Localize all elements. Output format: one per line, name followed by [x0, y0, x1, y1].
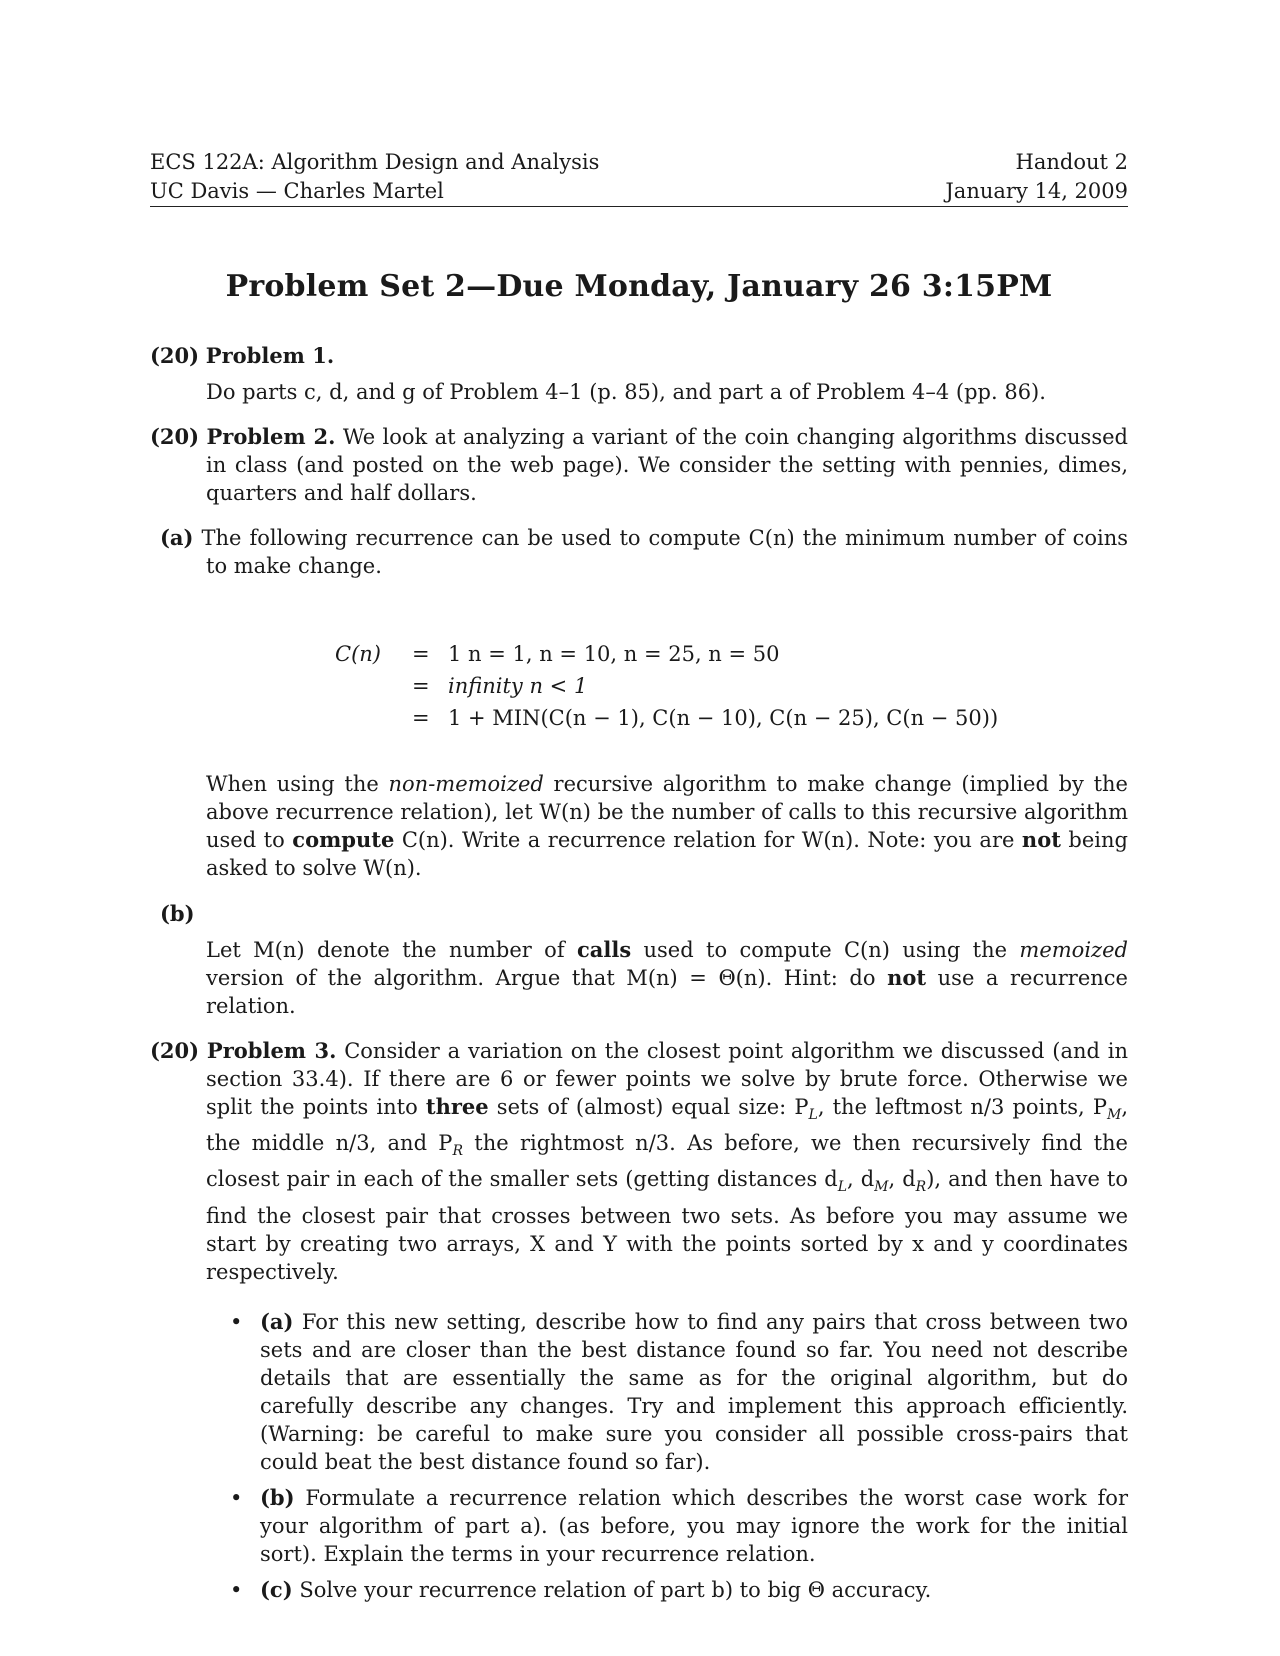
bullet-label: (c) — [260, 1576, 293, 1602]
problem-3-text: the rightmost n/3. As before, we then recursively find the closest pair in each of the smaller sets (getting distances d — [206, 1131, 1128, 1192]
problem-3-text: sets of (almost) equal size: P — [496, 1095, 809, 1119]
equals-sign: = — [412, 674, 430, 698]
part-a-q-text: C(n). Write a recurrence relation for W(n). Note: you are — [401, 828, 1015, 852]
page-header — [150, 148, 1128, 207]
problem-1-label: Problem 1. — [205, 343, 335, 368]
part-b-text — [206, 936, 1128, 1020]
subscript-r: R — [452, 1143, 463, 1160]
subscript-l: L — [808, 1107, 818, 1124]
problem-3-text: , the leftmost n/3 points, P — [817, 1095, 1107, 1119]
subscript-m: M — [1106, 1107, 1122, 1124]
calls-bold: calls — [576, 937, 632, 962]
bullet-icon: • — [230, 1309, 243, 1334]
problem-2-part-a — [150, 524, 1128, 580]
subscript-l: L — [837, 1179, 848, 1196]
problem-3-block — [150, 1037, 1128, 1286]
recurrence-case-1: 1 n = 1, n = 10, n = 25, n = 50 — [448, 642, 780, 666]
handout-number: Handout 2 — [1015, 150, 1128, 174]
equals-sign: = — [412, 706, 430, 730]
part-b-label-row — [150, 900, 1128, 928]
header-left — [150, 148, 599, 206]
problem-2-intro-block — [150, 423, 1128, 507]
course-author: UC Davis — Charles Martel — [150, 179, 444, 203]
part-a-q-text: recursive algorithm to make change (implied by the above recurrence relation), let W(n) be the number of calls to this recursive algorithm used to — [206, 772, 1128, 852]
subscript-r: R — [915, 1179, 927, 1196]
problem-3-text: Consider a variation on the closest point algorithm we discussed (and in section 33.4). If there are 6 or fewer points we solve by brute force. Otherwise we split the points into — [206, 1039, 1128, 1119]
header-right — [945, 148, 1128, 206]
not-bold: not — [1021, 827, 1061, 852]
page-title: Problem Set 2—Due Monday, January 26 3:15PM — [225, 269, 1053, 304]
list-item — [150, 1484, 1128, 1568]
subscript-m: M — [874, 1179, 889, 1196]
handout-date: January 14, 2009 — [945, 179, 1128, 203]
part-b-t: version of the algorithm. Argue that M(n) = Θ(n). Hint: do — [206, 966, 876, 990]
problem-3-text: , the middle n/3, and P — [206, 1095, 1128, 1156]
part-b-t: use a recurrence relation. — [206, 966, 1128, 1018]
part-b-t: Let M(n) denote the number of — [206, 938, 565, 962]
recurrence-equation — [150, 638, 1128, 748]
part-a-q-text: When using the — [206, 772, 379, 796]
non-memoized-emphasis: non-memoized — [388, 772, 544, 796]
part-b-t: used to compute C(n) using the — [643, 938, 1008, 962]
part-b-label: (b) — [160, 901, 195, 926]
part-a-q-text: being asked to solve W(n). — [206, 828, 1128, 880]
three-bold: three — [425, 1094, 489, 1119]
bullet-icon: • — [230, 1577, 243, 1602]
bullet-icon: • — [230, 1485, 243, 1510]
problem-3-text: , d — [847, 1167, 875, 1192]
part-a-label: (a) — [160, 525, 194, 550]
recurrence-case-3: 1 + MIN(C(n − 1), C(n − 10), C(n − 25), C(n − 50)) — [448, 706, 999, 730]
bullet-label: (b) — [260, 1484, 295, 1510]
problem-3-text: ), and then have to find the closest pair that crosses between two sets. As before you may assume we start by creating two arrays, X and Y with the points sorted by x and y coordinates respectively. — [206, 1167, 1128, 1284]
document-page — [150, 148, 1128, 1604]
problem-3-points: (20) — [150, 1038, 200, 1063]
problem-3-text: , d — [888, 1167, 916, 1192]
part-a-question — [206, 770, 1128, 882]
recurrence-lhs: C(n) — [335, 642, 381, 666]
problem-2-points: (20) — [150, 424, 200, 449]
problem-1-text: Do parts c, d, and g of Problem 4–1 (p. 85), and part a of Problem 4–4 (pp. 86). — [206, 380, 1046, 404]
list-item — [150, 1308, 1128, 1476]
problem-2-label: Problem 2. — [206, 424, 336, 449]
bullet-text: Solve your recurrence relation of part b) to big Θ accuracy. — [299, 1577, 932, 1602]
list-item — [150, 1576, 1128, 1604]
compute-bold: compute — [292, 827, 395, 852]
part-a-text: The following recurrence can be used to compute C(n) the minimum number of coins to make change. — [201, 526, 1128, 578]
course-title: ECS 122A: Algorithm Design and Analysis — [150, 150, 600, 174]
problem-3-parts-list — [150, 1308, 1128, 1604]
recurrence-case-2: infinity n < 1 — [448, 674, 588, 698]
problem-3-label: Problem 3. — [206, 1038, 337, 1063]
problem-1-points: (20) — [150, 343, 200, 368]
memoized-emphasis: memoized — [1019, 938, 1128, 962]
equals-sign: = — [412, 642, 430, 666]
bullet-text: Formulate a recurrence relation which describes the worst case work for your algorithm of part a). (as before, you may ignore the work for the initial sort). Explain the terms in your recurrence relation. — [260, 1485, 1128, 1566]
bullet-label: (a) — [260, 1308, 294, 1334]
problem-1-heading — [150, 342, 1128, 370]
bullet-text: For this new setting, describe how to find any pairs that cross between two sets and are closer than the best distance found so far. You need not describe details that are essentially the same as for the original algorithm, but do carefully describe any changes. Try and implement this approach efficiently.(Warning: be careful to make sure you consider all possible cross-pairs that could beat the best distance found so far). — [260, 1309, 1128, 1474]
problem-2-intro: We look at analyzing a variant of the coin changing algorithms discussed in class (and posted on the web page). We consider the setting with pennies, dimes, quarters and half dollars. — [206, 425, 1128, 505]
not-bold: not — [887, 965, 927, 990]
